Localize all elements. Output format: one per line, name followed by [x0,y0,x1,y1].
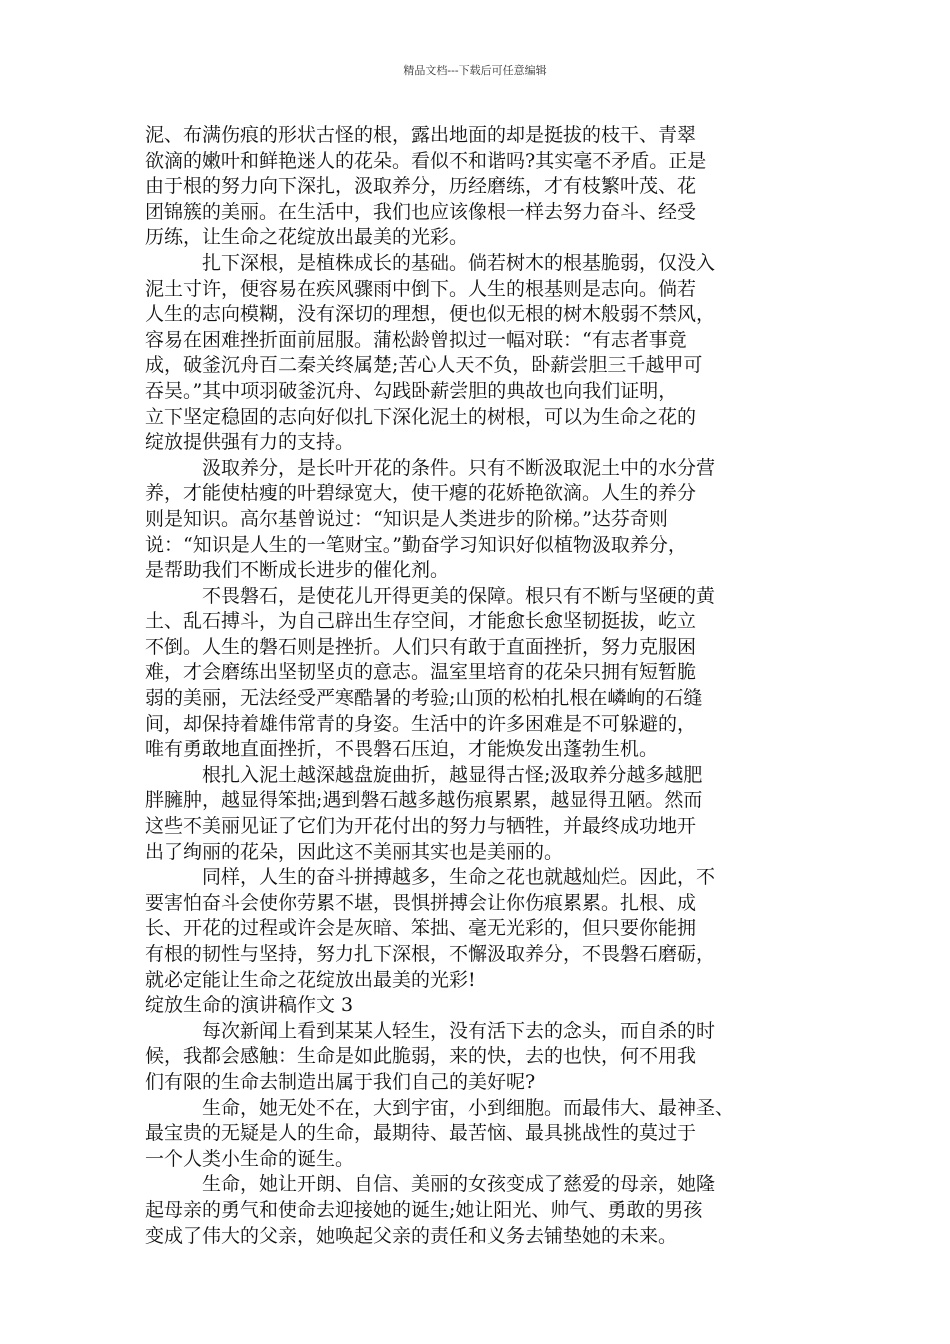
text-line: 绽放提供强有力的支持。 [145,431,355,454]
text-line: 就必定能让生命之花绽放出最美的光彩! [145,968,476,991]
text-line: 弱的美丽，无法经受严寒酷暑的考验;山顶的松柏扎根在嶙峋的石缝 [145,687,703,710]
text-line: 泥土寸许，便容易在疾风骤雨中倒下。人生的根基则是志向。倘若 [145,277,697,300]
text-line: 同样，人生的奋斗拼搏越多，生命之花也就越灿烂。因此，不 [202,866,716,889]
text-line: 绽放生命的演讲稿作文 3 [145,994,354,1017]
text-line: 立下坚定稳固的志向好似扎下深化泥土的树根，可以为生命之花的 [145,405,697,428]
text-line: 不畏磐石，是使花儿开得更美的保障。根只有不断与坚硬的黄 [202,584,716,607]
text-line: 间，却保持着雄伟常青的身姿。生活中的许多困难是不可躲避的， [145,712,697,735]
text-line: 要害怕奋斗会使你劳累不堪，畏惧拼搏会让你伤痕累累。扎根、成 [145,891,697,914]
text-line: 汲取养分，是长叶开花的条件。只有不断汲取泥土中的水分营 [202,456,716,479]
text-line: 长、开花的过程或许会是灰暗、笨拙、毫无光彩的，但只要你能拥 [145,917,697,940]
text-line: 胖臃肿，越显得笨拙;遇到磐石越多越伤痕累累，越显得丑陋。然而 [145,789,703,812]
text-line: 最宝贵的无疑是人的生命，最期待、最苦恼、最具挑战性的莫过于 [145,1122,697,1145]
text-line: 团锦簇的美丽。在生活中，我们也应该像根一样去努力奋斗、经受 [145,200,697,223]
text-line: 变成了伟大的父亲，她唤起父亲的责任和义务去铺垫她的未来。 [145,1224,678,1247]
text-line: 扎下深根，是植株成长的基础。倘若树木的根基脆弱，仅没入 [202,251,716,274]
text-line: 由于根的努力向下深扎，汲取养分，历经磨练，才有枝繁叶茂、花 [145,175,697,198]
document-body [145,123,820,1249]
text-line: 欲滴的嫩叶和鲜艳迷人的花朵。看似不和谐吗?其实毫不矛盾。正是 [145,149,707,172]
text-line: 有根的韧性与坚持，努力扎下深根，不懈汲取养分，不畏磐石磨砺， [145,943,716,965]
text-line: 土、乱石搏斗，为自己辟出生存空间，才能愈长愈坚韧挺拔，屹立 [145,610,697,633]
text-line: 养，才能使枯瘦的叶碧绿宽大，使干瘪的花娇艳欲滴。人生的养分 [145,482,697,505]
text-line: 候，我都会感触：生命是如此脆弱，来的快，去的也快，何不用我 [145,1045,697,1068]
text-line: 泥、布满伤痕的形状古怪的根，露出地面的却是挺拔的枝干、青翠 [145,124,697,146]
page-header: 精品文档---下载后可任意编辑 [403,64,547,77]
text-line: 根扎入泥土越深越盘旋曲折，越显得古怪;汲取养分越多越肥 [202,763,703,786]
text-line: 出了绚丽的花朵，因此这不美丽其实也是美丽的。 [145,840,564,863]
text-line: 唯有勇敢地直面挫折，不畏磐石压迫，才能焕发出蓬勃生机。 [145,738,659,761]
text-line: 一个人类小生命的诞生。 [145,1147,355,1170]
text-line: 难，才会磨练出坚韧坚贞的意志。温室里培育的花朵只拥有短暂脆 [145,661,697,684]
text-line: 不倒。人生的磐石则是挫折。人们只有敢于直面挫折，努力克服困 [145,635,697,658]
text-line: 生命，她无处不在，大到宇宙，小到细胞。而最伟大、最神圣、 [202,1096,735,1119]
text-line: 这些不美丽见证了它们为开花付出的努力与牺牲，并最终成功地开 [145,815,697,838]
text-line: 是帮助我们不断成长进步的催化剂。 [145,559,450,582]
text-line: 起母亲的勇气和使命去迎接她的诞生;她让阳光、帅气、勇敢的男孩 [145,1198,703,1221]
text-line: 说：“知识是人生的一笔财宝。”勤奋学习知识好似植物汲取养分， [145,533,687,556]
text-line: 每次新闻上看到某某人轻生，没有活下去的念头，而自杀的时 [202,1019,716,1042]
text-line: 则是知识。高尔基曾说过：“知识是人类进步的阶梯。”达芬奇则 [145,507,668,530]
text-line: 们有限的生命去制造出属于我们自己的美好呢? [145,1070,536,1093]
text-line: 容易在困难挫折面前屈服。蒲松龄曾拟过一幅对联：“有志者事竟 [145,328,687,351]
text-line: 生命，她让开朗、自信、美丽的女孩变成了慈爱的母亲，她隆 [202,1173,716,1196]
text-line: 人生的志向模糊，没有深切的理想，便也似无根的树木般弱不禁风， [145,303,716,326]
text-line: 成，破釜沉舟百二秦关终属楚;苦心人天不负，卧薪尝胆三千越甲可 [145,354,703,377]
text-line: 吞吴。”其中项羽破釜沉舟、勾践卧薪尝胆的典故也向我们证明， [145,379,678,402]
text-line: 历练，让生命之花绽放出最美的光彩。 [145,226,469,249]
